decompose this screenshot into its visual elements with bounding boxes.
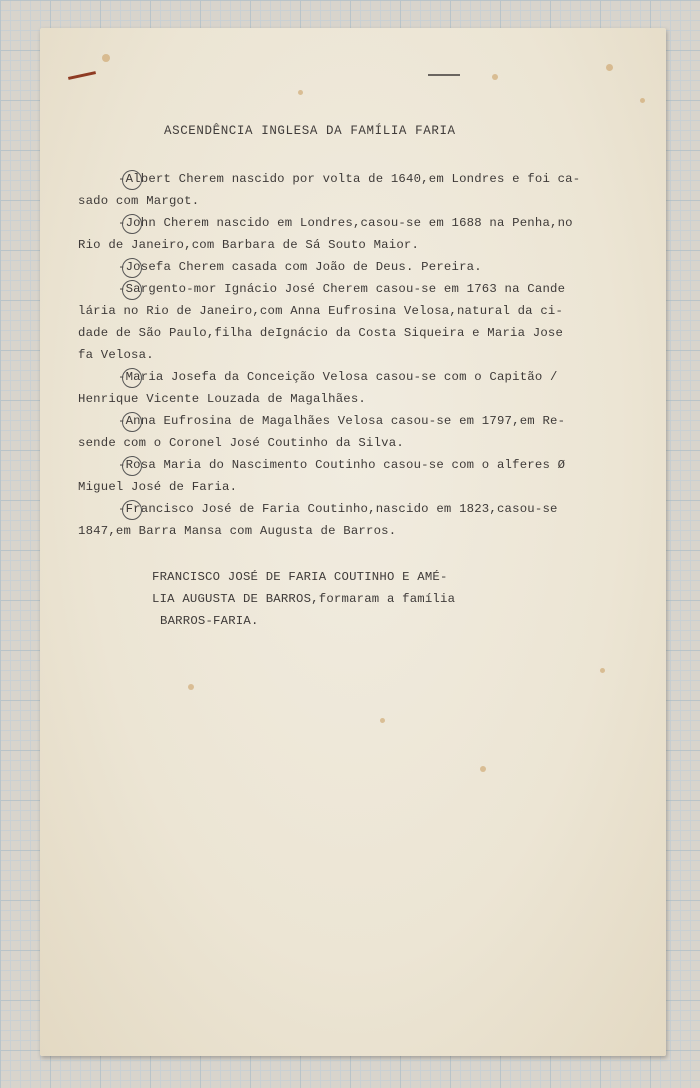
list-item: -Albert Cherem nascido por volta de 1640,em Londres e foi ca- sado com Margot.: [78, 172, 581, 208]
red-ink-mark: [68, 71, 96, 80]
circle-mark-icon: [122, 412, 142, 432]
foxing-spot: [188, 684, 194, 690]
circle-mark-icon: [122, 214, 142, 234]
closing-paragraph: FRANCISCO JOSÉ DE FARIA COUTINHO E AMÉ- LIA AUGUSTA DE BARROS,formaram a família BARROS-FARIA.: [152, 570, 456, 628]
list-item: -Anna Eufrosina de Magalhães Velosa casou-se em 1797,em Re- sende com o Coronel José Coutinho da Silva.: [78, 414, 566, 450]
circle-mark-icon: [122, 258, 142, 278]
foxing-spot: [600, 668, 605, 673]
list-item: -Sargento-mor Ignácio José Cherem casou-se em 1763 na Cande lária no Rio de Janeiro,com Anna Eufrosina Velosa,natural da ci- dade de São Paulo,filha deIgnácio da Costa Siqueira e Maria Jose fa Velosa.: [78, 282, 566, 362]
circle-mark-icon: [122, 456, 142, 476]
list-item: -Josefa Cherem casada com João de Deus. Pereira.: [78, 256, 638, 278]
genealogy-list: [78, 168, 638, 542]
document-sheet: [40, 28, 666, 1056]
list-item: -Rosa Maria do Nascimento Coutinho casou-se com o alferes Ø Miguel José de Faria.: [78, 458, 566, 494]
top-dash-mark: [428, 74, 460, 76]
circle-mark-icon: [122, 170, 142, 190]
list-item: -John Cherem nascido em Londres,casou-se em 1688 na Penha,no Rio de Janeiro,com Barbara de Sá Souto Maior.: [78, 216, 573, 252]
list-item: -Maria Josefa da Conceição Velosa casou-se com o Capitão / Henrique Vicente Louzada de Magalhães.: [78, 370, 558, 406]
foxing-spot: [298, 90, 303, 95]
foxing-spot: [606, 64, 613, 71]
foxing-spot: [102, 54, 110, 62]
list-item: -Francisco José de Faria Coutinho,nascido em 1823,casou-se 1847,em Barra Mansa com Augusta de Barros.: [78, 502, 558, 538]
circle-mark-icon: [122, 368, 142, 388]
foxing-spot: [492, 74, 498, 80]
circle-mark-icon: [122, 280, 142, 300]
foxing-spot: [480, 766, 486, 772]
circle-mark-icon: [122, 500, 142, 520]
document-title: ASCENDÊNCIA INGLESA DA FAMÍLIA FARIA: [164, 124, 456, 138]
foxing-spot: [640, 98, 645, 103]
foxing-spot: [380, 718, 385, 723]
